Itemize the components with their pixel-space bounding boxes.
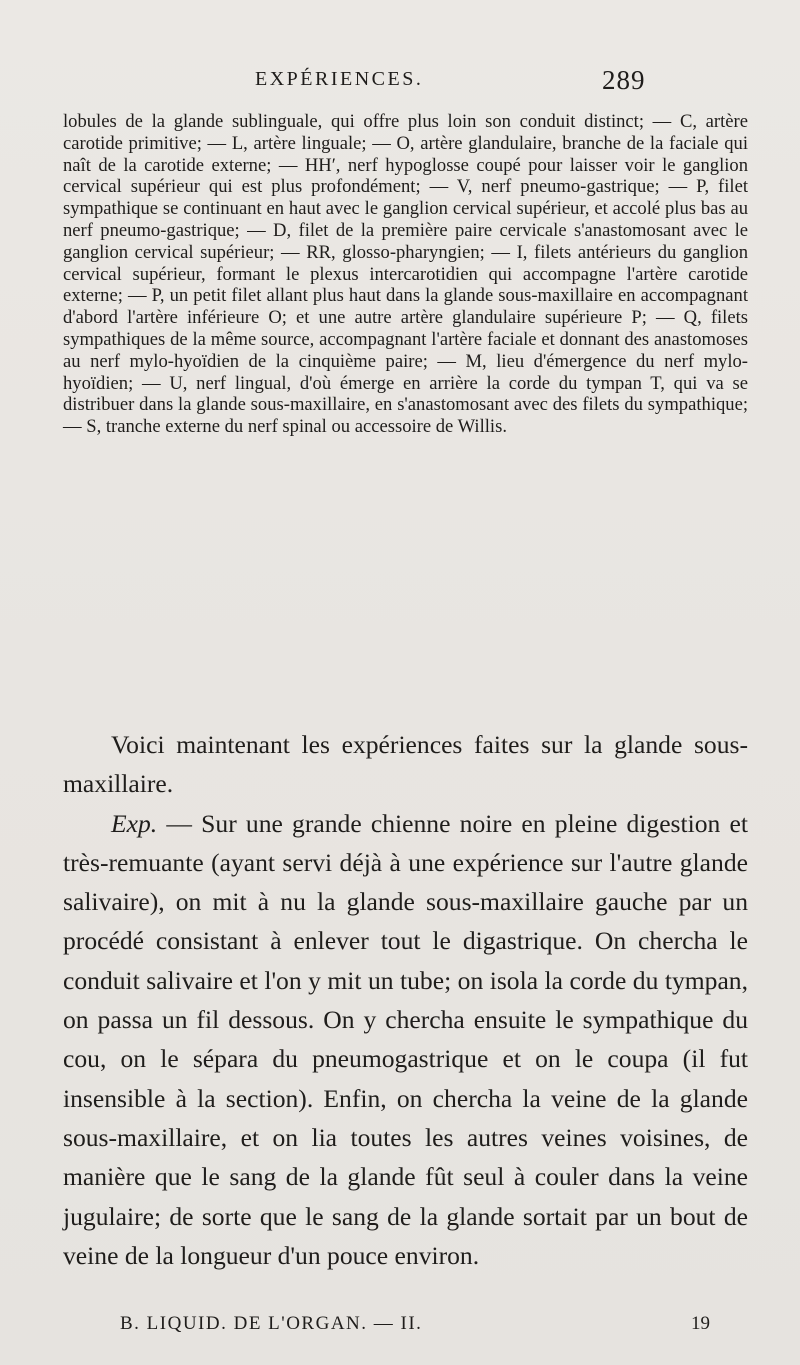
page-number: 289: [602, 65, 646, 95]
running-title: EXPÉRIENCES.: [255, 68, 424, 90]
sheet-number: 19: [691, 1313, 710, 1334]
experiment-label: Exp.: [111, 808, 158, 838]
figure-legend-block: [63, 111, 748, 438]
experiment-paragraph: [63, 804, 748, 1276]
printer-signature: B. LIQUID. DE L'ORGAN. — II.: [120, 1313, 423, 1334]
experiment-text: — Sur une grande chienne noire en pleine digestion et très-remuante (ayant servi déjà à une expérience sur l'autre glande salivaire), on mit à nu la glande sous-maxillaire gauche par un procédé consistant à enlever tout le digastrique. On chercha le conduit salivaire et l'on y mit un tube; on isola la corde du tympan, on passa un fil dessous. On y chercha ensuite le sympathique du cou, on le sépara du pneumogastrique et on le coupa (il fut insensible à la section). Enfin, on chercha la veine de la glande sous-maxillaire, et on lia toutes les autres veines voisines, de manière que le sang de la glande fût seul à couler dans la veine jugulaire; de sorte que le sang de la glande sortait par un bout de veine de la longueur d'un pouce environ.: [63, 808, 748, 1270]
page-footer: [120, 1313, 710, 1341]
running-header: [0, 65, 800, 108]
figure-legend-text: lobules de la glande sublinguale, qui offre plus loin son conduit distinct; — C, artère carotide primitive; — L, artère linguale; — O, artère glandulaire, branche de la faciale qui naît de la carotide externe; — HH′, nerf hypoglosse coupé pour laisser voir le ganglion cervical supérieur qui est plus profondément; — V, nerf pneumo-gastrique; — P, filet sympathique se continuant en haut avec le ganglion cervical supérieur, et accolé plus bas au nerf pneumo-gastrique; — D, filet de la première paire cervicale s'anastomosant avec le ganglion cervical supérieur; — RR, glosso-pharyngien; — I, filets antérieurs du ganglion cervical supérieur, formant le plexus intercarotidien qui accompagne l'artère carotide externe; — P, un petit filet allant plus haut dans la glande sous-maxillaire en accompagnant d'abord l'artère inférieure O; et une autre artère glandulaire supérieure P; — Q, filets sympathiques de la même source, accompagnant l'artère faciale et donnant des anastomoses au nerf mylo-hyoïdien de la cinquième paire; — M, lieu d'émergence du nerf mylo-hyoïdien; — U, nerf lingual, d'où émerge en arrière la corde du tympan T, qui va se distribuer dans la glande sous-maxillaire, en s'anastomosant avec des filets du sympathique; — S, tranche externe du nerf spinal ou accessoire de Willis.: [63, 111, 748, 438]
intro-paragraph: Voici maintenant les expériences faites sur la glande sous-maxillaire.: [63, 730, 748, 799]
main-text-block: [63, 725, 748, 1275]
